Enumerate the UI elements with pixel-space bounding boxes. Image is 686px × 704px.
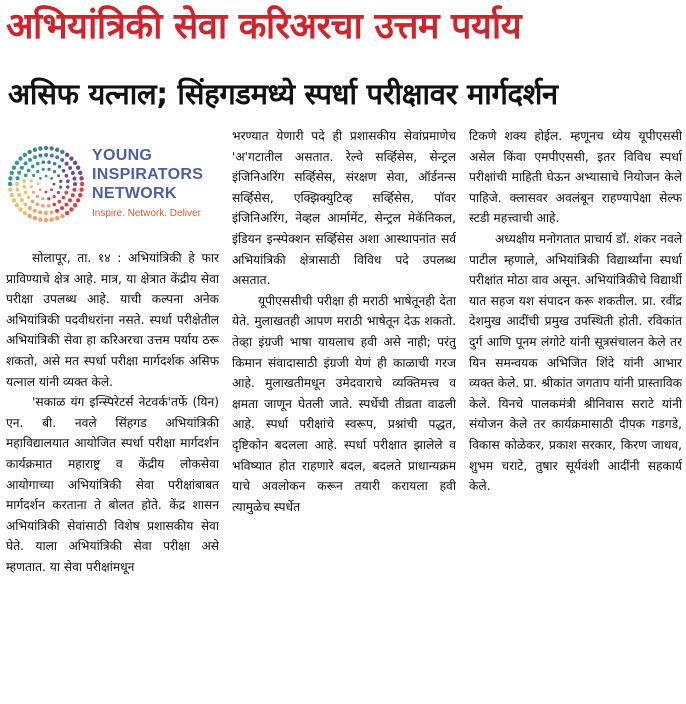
logo-dot bbox=[27, 195, 31, 199]
article-column-3 bbox=[469, 126, 682, 701]
logo-dot bbox=[47, 204, 51, 208]
logo-dot bbox=[44, 153, 48, 157]
logo-dot bbox=[18, 207, 22, 211]
logo-dot bbox=[60, 206, 64, 210]
logo-dot bbox=[30, 179, 33, 182]
logo-dot bbox=[15, 182, 19, 186]
logo-dot bbox=[60, 214, 64, 218]
logo-dot bbox=[33, 148, 37, 152]
logo-dot bbox=[20, 198, 24, 202]
logo-dot bbox=[79, 176, 83, 180]
logo-dot bbox=[38, 154, 42, 158]
logo-dot bbox=[65, 211, 69, 215]
logo-dot bbox=[55, 155, 59, 159]
logo-dot bbox=[23, 153, 27, 157]
logo-dot bbox=[73, 182, 77, 186]
logo-dot bbox=[53, 183, 56, 186]
logo-dot bbox=[17, 171, 21, 175]
logo-tagline: Inspire. Network. Deliver bbox=[92, 208, 201, 219]
logo-dot bbox=[18, 156, 22, 160]
logo-dot bbox=[55, 216, 59, 220]
logo-dot bbox=[12, 165, 16, 169]
logo-dot bbox=[44, 191, 47, 194]
logo-dot bbox=[41, 204, 45, 208]
logo-dot bbox=[57, 191, 60, 194]
logo-dot bbox=[15, 203, 19, 207]
logo-dot bbox=[20, 166, 24, 170]
logo-dot bbox=[80, 182, 84, 186]
logo-dot bbox=[52, 203, 56, 207]
logo-dot bbox=[69, 207, 73, 211]
logo-dot bbox=[79, 187, 83, 191]
logo-dot bbox=[62, 169, 66, 173]
logo-dot bbox=[15, 161, 19, 165]
logo-dot bbox=[16, 176, 20, 180]
logo-text bbox=[92, 146, 203, 222]
article-paragraph: अध्यक्षीय मनोगतात प्राचार्य डॉ. शंकर नवले पाटील म्हणाले, अभियांत्रिकी विद्यार्थ्यांना स्पर्धा परीक्षांत मोठा वाव असून. अभियांत्रिकीचे विद्यार्थी यात सहज यश संपादन करू शकतील. प्रा. रवींद्र देशमुख आदींची प्रमुख उपस्थिती होती. रविकांत दुर्ग आणि पूनम लंगोटे यांनी सूत्रसंचालन केले तर यिन समन्वयक अभिजित शिंदे यांनी आभार व्यक्त केले. प्रा. श्रीकांत जगताप यांनी प्रास्ताविक केले. यिनचे पालकमंत्री श्रीनिवास सराटे यांनी संयोजन केले तर कार्यक्रमासाठी दीपक गडगडे, विकास कोळेकर, प्रकाश सरकार, किरण जाधव, शुभम चराटे, तुषार सूर्यवंशी आदींनी सहकार्य केले. bbox=[469, 231, 682, 494]
logo-dot bbox=[22, 179, 26, 183]
logo-dot bbox=[65, 162, 69, 166]
logo-dot bbox=[41, 197, 44, 200]
logo-dot bbox=[27, 150, 31, 154]
logo-dot bbox=[50, 154, 54, 158]
logo-dot bbox=[53, 170, 56, 173]
article-column-1 bbox=[6, 126, 219, 701]
yin-logo bbox=[6, 126, 219, 242]
article-paragraph: टिकणे शक्य होईल. म्हणूनच ध्येय यूपीएससी असेल किंवा एमपीएससी, इतर विविध स्पर्धा परीक्षांची माहिती घेऊन अभ्यासाचे नियोजन केले पाहिजे. क्लासवर अवलंबून राहण्यापेक्षा सेल्फ स्टडी महत्त्वाची आहे. bbox=[469, 129, 682, 226]
logo-line-1: YOUNG bbox=[92, 147, 153, 164]
logo-dot bbox=[55, 209, 59, 213]
logo-dot bbox=[17, 193, 21, 197]
logo-dot bbox=[8, 176, 12, 180]
logo-line-2: INSPIRATORS bbox=[92, 166, 204, 183]
logo-dot bbox=[57, 174, 60, 177]
logo-dot bbox=[72, 188, 76, 192]
logo-dot bbox=[49, 146, 53, 150]
logo-dot bbox=[27, 214, 31, 218]
logo-dot bbox=[12, 198, 16, 202]
logo-dot bbox=[10, 193, 14, 197]
logo-dot bbox=[16, 188, 20, 192]
logo-dot bbox=[68, 198, 72, 202]
logo-dot bbox=[36, 162, 40, 166]
logo-dot bbox=[38, 146, 42, 150]
logo-dot bbox=[71, 193, 75, 197]
logo-dot bbox=[50, 177, 53, 180]
logo-dot bbox=[60, 158, 64, 162]
logo-dot bbox=[57, 200, 61, 204]
logo-dot bbox=[41, 160, 45, 164]
logo-dot bbox=[59, 180, 62, 183]
logo-dot bbox=[62, 196, 66, 200]
logo-dot bbox=[24, 174, 28, 178]
logo-dot bbox=[76, 165, 80, 169]
logo-dot bbox=[65, 174, 69, 178]
logo-dot bbox=[78, 171, 82, 175]
logo-dot bbox=[66, 185, 70, 189]
logo-dot bbox=[33, 209, 37, 213]
logo-dot bbox=[31, 200, 35, 204]
logo-dot bbox=[55, 148, 59, 152]
logo-dot bbox=[23, 211, 27, 215]
globe-logo-icon bbox=[6, 144, 86, 224]
article-column-2 bbox=[232, 126, 456, 701]
logo-dot bbox=[38, 210, 42, 214]
logo-line-3: NETWORK bbox=[92, 185, 177, 202]
logo-dot bbox=[50, 188, 53, 191]
logo-dot bbox=[24, 190, 28, 194]
logo-dot bbox=[73, 203, 77, 207]
logo-dot bbox=[33, 216, 37, 220]
logo-dot bbox=[53, 195, 56, 198]
logo-dot bbox=[64, 191, 68, 195]
logo-dot bbox=[36, 195, 39, 198]
logo-dot bbox=[73, 161, 77, 165]
logo-dot bbox=[30, 185, 33, 188]
logo-dot bbox=[44, 211, 48, 215]
logo-dot bbox=[65, 153, 69, 157]
logo-dot bbox=[37, 182, 40, 185]
logo-dot bbox=[44, 218, 48, 222]
logo-dot bbox=[39, 188, 42, 191]
article-paragraph: 'सकाळ यंग इन्स्पिरेटर्स नेटवर्क'तर्फे (यिन) एन. बी. नवले सिंहगड अभियांत्रिकी महाविद्यालयात आयोजित स्पर्धा परीक्षा मार्गदर्शन कार्यक्रमात महाराष्ट्र व केंद्रीय लोकसेवा आयोगाच्या अभियांत्रिकी सेवा परीक्षांबाबत मार्गदर्शन करताना ते बोलत होते. केंद्र शासन अभियांत्रिकी सेवांसाठी विशेष प्रशासकीय सेवा घेते. याला अभियांत्रिकी सेवा परीक्षा असे म्हणतात. या सेवा परीक्षांमधून bbox=[6, 395, 219, 574]
logo-dot bbox=[66, 179, 70, 183]
article-paragraph: भरण्यात येणारी पदे ही प्रशासकीय सेवांप्रमाणेच 'अ'गटातील असतात. रेल्वे सर्व्हिसेस, सेन्ट्रल इंजिनिअरिंग सर्व्हिसेस, संरक्षण सेवा, ऑर्डनन्स सर्व्हिसेस, एक्झिक्युटिव्ह सर्व्हिसेस, पॉवर इंजिनिअरिंग, नेव्हल आर्मामेंट, सेन्ट्रल मेकॅनिकल, इंडियन इन्स्पेक्शन सर्व्हिसेस अशा आस्थापनांत सर्व अभियांत्रिकी क्षेत्रासाठी विविध पदे उपलब्ध असतात. bbox=[232, 129, 456, 288]
logo-dot bbox=[36, 202, 40, 206]
logo-dot bbox=[64, 203, 68, 207]
logo-dot bbox=[32, 191, 35, 194]
logo-dot bbox=[50, 210, 54, 214]
logo-dot bbox=[42, 168, 45, 171]
logo-dot bbox=[60, 150, 64, 154]
logo-dot bbox=[38, 217, 42, 221]
logo-dot bbox=[76, 198, 80, 202]
logo-dot bbox=[28, 206, 32, 210]
logo-dot bbox=[71, 171, 75, 175]
logo-dot bbox=[8, 187, 12, 191]
logo-dot bbox=[58, 165, 62, 169]
logo-dot bbox=[59, 185, 62, 188]
logo-dot bbox=[32, 174, 35, 177]
logo-dot bbox=[72, 176, 76, 180]
logo-dot bbox=[31, 165, 35, 169]
logo-dot bbox=[47, 168, 50, 171]
logo-dot bbox=[24, 161, 28, 165]
headline: अभियांत्रिकी सेवा करिअरचा उत्तम पर्याय bbox=[6, 6, 522, 47]
logo-dot bbox=[49, 217, 53, 221]
logo-dot bbox=[68, 166, 72, 170]
logo-dot bbox=[10, 171, 14, 175]
article-paragraph: सोलापूर, ता. १४ : अभियांत्रिकी हे फार प्राविण्याचे क्षेत्र आहे. मात्र, या क्षेत्रात केंद्रीय सेवा परीक्षा उपलब्ध आहे. याची कल्पना अनेक अभियांत्रिकी पदवीधरांना नसते. स्पर्धा परीक्षेतील अभियांत्रिकी सेवा हा करिअरचा उत्तम पर्याय ठरू शकतो, असे मत स्पर्धा परीक्षा मार्गदर्शक असिफ यत्नाल यांनी व्यक्त केले. bbox=[6, 251, 219, 389]
article-paragraph: यूपीएससीची परीक्षा ही मराठी भाषेतूनही देता येते. मुलाखतही आपण मराठी भाषेतून देऊ शकतो. तेव्हा इंग्रजी भाषा यायलाच हवी असे नाही; परंतु किमान संवादासाठी इंग्रजी येणं ही काळाची गरज आहे. मुलाखतीमधून उमेदवाराचे व्यक्तिमत्त्व व क्षमता जाणून घेतली जाते. स्पर्धेची तीव्रता वाढली आहे. स्पर्धा परीक्षांचे स्वरूप, प्रश्नांची पद्धत, दृष्टिकोन बदलला आहे. स्पर्धा परीक्षात झालेले व भविष्यात होत राहणारे बदल, बदलते प्राधान्यक्रम याचे अवलोकन करून तयारी करायला हवी त्यामुळेच स्पर्धेत bbox=[232, 293, 456, 514]
logo-dot bbox=[22, 185, 26, 189]
logo-dot bbox=[27, 169, 31, 173]
logo-dot bbox=[47, 197, 50, 200]
subheadline: असिफ यत्नाल; सिंहगडमध्ये स्पर्धा परीक्षावर मार्गदर्शन bbox=[8, 77, 558, 111]
logo-dot bbox=[36, 170, 39, 173]
logo-dot bbox=[78, 193, 82, 197]
logo-dot bbox=[44, 146, 48, 150]
logo-dot bbox=[23, 202, 27, 206]
logo-dot bbox=[69, 156, 73, 160]
logo-dot bbox=[53, 162, 57, 166]
logo-dot bbox=[45, 175, 48, 178]
logo-dot bbox=[33, 155, 37, 159]
logo-dot bbox=[39, 177, 42, 180]
logo-dot bbox=[8, 182, 12, 186]
logo-dot bbox=[28, 158, 32, 162]
logo-dot bbox=[47, 160, 51, 164]
